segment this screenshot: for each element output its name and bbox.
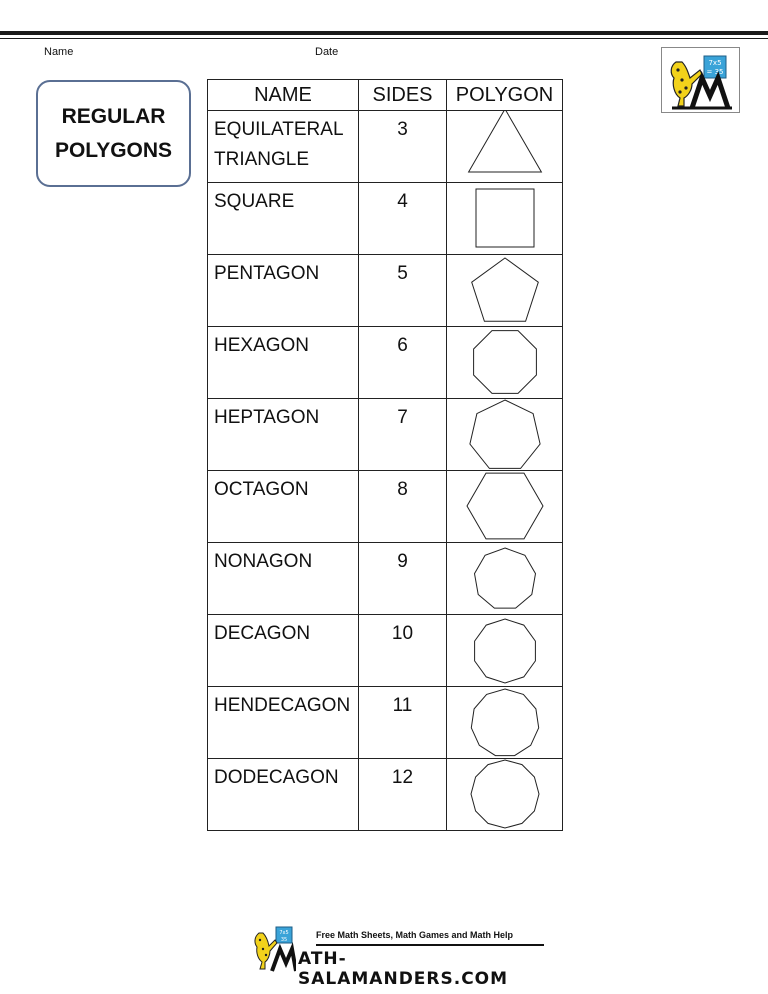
polygon-name-cell <box>208 615 359 687</box>
polygon-outline <box>474 548 535 608</box>
salamander-logo-icon <box>250 925 296 973</box>
header-sides: SIDES <box>359 80 447 111</box>
worksheet-title-box <box>36 80 191 187</box>
polygon-name-cell <box>208 399 359 471</box>
polygon-shape-cell <box>447 543 563 615</box>
polygon-outline <box>476 189 534 247</box>
footer-board-line2: 35 <box>280 937 288 943</box>
table-row <box>208 399 563 471</box>
polygon-name: HENDECAGON <box>214 695 351 716</box>
polygon-shape-cell <box>447 327 563 399</box>
polygon-name: EQUILATERAL <box>214 119 344 140</box>
polygon-shape-cell <box>447 399 563 471</box>
polygon-name: HEXAGON <box>214 335 310 356</box>
pentagon-shape <box>448 255 562 325</box>
polygon-sides: 11 <box>359 687 447 759</box>
polygon-sides: 5 <box>359 255 447 327</box>
polygon-shape-cell <box>447 255 563 327</box>
heptagon-shape <box>448 399 562 469</box>
table-row <box>208 471 563 543</box>
polygon-shape-cell <box>447 615 563 687</box>
header-polygon: POLYGON <box>447 80 563 111</box>
polygon-sides: 7 <box>359 399 447 471</box>
octagon-shape <box>448 471 562 541</box>
triangle-shape <box>448 111 562 181</box>
polygon-name-cell <box>208 111 359 183</box>
polygon-name: NONAGON <box>214 551 313 572</box>
polygon-name-cell <box>208 543 359 615</box>
polygon-sides: 12 <box>359 759 447 831</box>
polygon-outline <box>467 473 543 539</box>
hexagon-shape <box>448 327 562 397</box>
polygon-shape-cell <box>447 687 563 759</box>
polygon-outline <box>473 331 536 394</box>
polygon-sides: 9 <box>359 543 447 615</box>
polygon-outline <box>471 258 538 321</box>
worksheet-title-line2: POLYGONS <box>54 138 173 162</box>
table-row <box>208 759 563 831</box>
polygon-name: HEPTAGON <box>214 407 320 428</box>
salamander-logo <box>661 47 740 113</box>
table-row <box>208 615 563 687</box>
footer-rule <box>316 944 544 946</box>
polygon-sides: 6 <box>359 327 447 399</box>
decagon-shape <box>448 615 562 685</box>
table-row <box>208 183 563 255</box>
worksheet-title-line1: REGULAR <box>61 104 166 128</box>
polygon-name-cell <box>208 687 359 759</box>
logo-board-line1: 7x5 <box>708 59 722 67</box>
table-row <box>208 543 563 615</box>
polygon-sides: 10 <box>359 615 447 687</box>
name-label: Name <box>44 46 74 58</box>
polygon-name-cell <box>208 471 359 543</box>
polygon-shape-cell <box>447 759 563 831</box>
table-row <box>208 255 563 327</box>
polygon-name: DODECAGON <box>214 767 339 788</box>
footer-board-line1: 7x5 <box>279 930 289 936</box>
polygon-name-cell <box>208 759 359 831</box>
footer-tagline: Free Math Sheets, Math Games and Math Help <box>316 930 514 940</box>
polygon-shape-cell <box>447 183 563 255</box>
polygon-name-cell <box>208 327 359 399</box>
polygon-outline <box>469 400 539 468</box>
salamander-logo-icon <box>662 48 739 112</box>
table-row <box>208 327 563 399</box>
footer-branding <box>250 925 550 989</box>
polygon-sides: 4 <box>359 183 447 255</box>
polygon-outline <box>471 760 539 828</box>
footer-site-name: ATH-SALAMANDERS.COM <box>298 949 509 989</box>
top-rule-thin <box>0 38 768 39</box>
polygon-name-line2: TRIANGLE <box>214 149 310 170</box>
polygon-sides: 8 <box>359 471 447 543</box>
polygon-shape-cell <box>447 111 563 183</box>
polygon-outline <box>474 619 535 683</box>
polygon-name-cell <box>208 255 359 327</box>
dodecagon-shape <box>448 759 562 829</box>
polygon-name: SQUARE <box>214 191 295 212</box>
header-name: NAME <box>208 80 359 111</box>
square-shape <box>448 183 562 253</box>
table-row <box>208 111 563 183</box>
nonagon-shape <box>448 543 562 613</box>
polygon-outline <box>471 689 538 756</box>
polygon-table <box>207 79 563 831</box>
table-header-row <box>208 80 563 111</box>
table-row <box>208 687 563 759</box>
logo-board-line2: = 35 <box>706 68 724 76</box>
date-label: Date <box>315 46 339 58</box>
polygon-sides: 3 <box>359 111 447 183</box>
polygon-name: OCTAGON <box>214 479 309 500</box>
polygon-name: DECAGON <box>214 623 311 644</box>
polygon-shape-cell <box>447 471 563 543</box>
top-rule-thick <box>0 31 768 35</box>
polygon-name: PENTAGON <box>214 263 320 284</box>
polygon-outline <box>468 111 541 172</box>
polygon-name-cell <box>208 183 359 255</box>
hendecagon-shape <box>448 687 562 757</box>
